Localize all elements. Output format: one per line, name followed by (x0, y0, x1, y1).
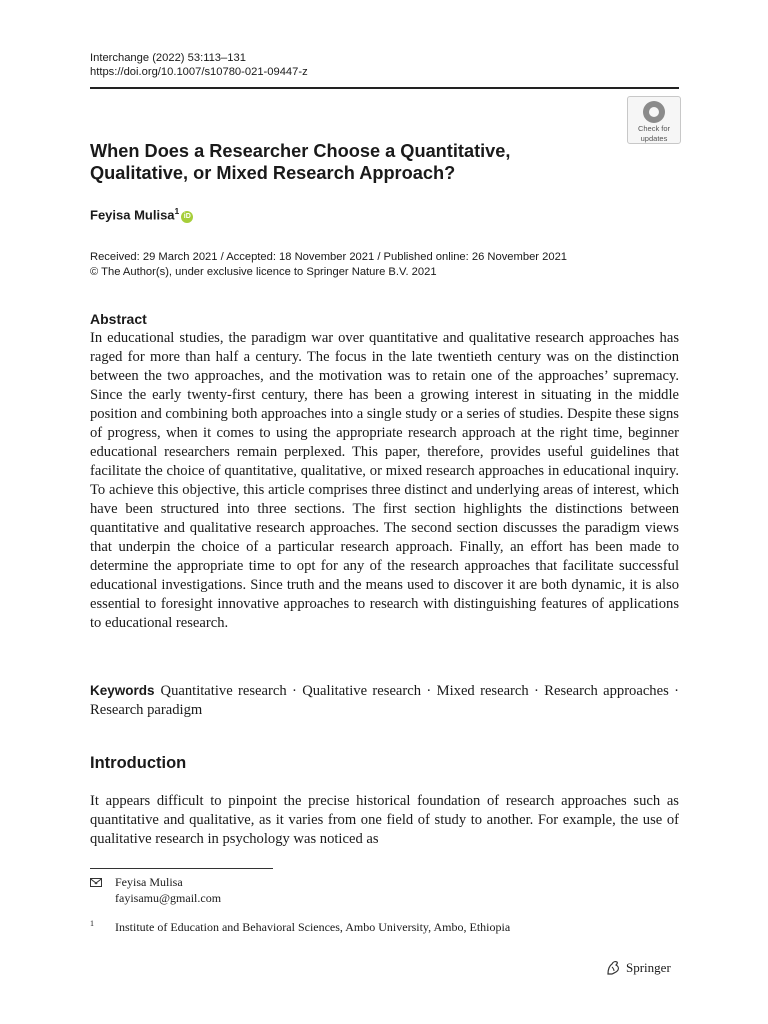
abstract-text: In educational studies, the paradigm war over quantitative and qualitative research approaches has raged for more than half a century. The focus in the late twentieth century was on the distinction between the two approaches, and the motivation was to retain one of the approaches’ supremacy. Since the early twenty-first century, there has been a growing interest in situating in the middle position and combining both approaches into a single study or a series of studies. Despite these signs of progress, when it comes to using the appropriate research approach at the right time, beginner educational researchers remain perplexed. This paper, therefore, provides useful guidelines that facilitate the choice of quantitative, qualitative, or mixed research approaches in educational inquiry. To achieve this objective, this article comprises three distinct and underlying areas of interest, which have been structured into three sections. The first section highlights the distinctions between quantitative and qualitative research approaches. The second section discusses the paradigm views that underpin the choice of a particular research approach. Finally, an effort has been made to determine the appropriate time to opt for any of the research approaches that facilitate successful educational investigations. Since truth and the means used to discover it are both dynamic, it is also essential to foresight innovative approaches to research with distinguishing features of applications to educational research. (90, 330, 679, 631)
envelope-icon (90, 878, 102, 887)
author-line (90, 206, 193, 223)
contact-email[interactable]: fayisamu@gmail.com (115, 891, 222, 905)
affiliation-number: 1 (90, 919, 94, 928)
keywords-text: Quantitative research · Qualitative research · Mixed research · Research approaches · Research paradigm (90, 683, 679, 718)
article-dates (90, 250, 567, 279)
author-affil-sup: 1 (174, 206, 180, 216)
contact-name: Feyisa Mulisa (115, 875, 183, 889)
introduction-text: It appears difficult to pinpoint the precise historical foundation of research approaches such as quantitative and qualitative, as it varies from one field of study to another. For example, the use of qualitative research in psychology was noticed as (90, 793, 679, 847)
author-name[interactable]: Feyisa Mulisa (90, 207, 175, 223)
orcid-icon[interactable]: iD (181, 211, 193, 223)
article-title (90, 140, 610, 184)
copyright-line: © The Author(s), under exclusive licence to Springer Nature B.V. 2021 (90, 265, 437, 278)
footnote-rule (90, 868, 273, 869)
keywords-label: Keywords (90, 683, 155, 698)
received-dates: Received: 29 March 2021 / Accepted: 18 November 2021 / Published online: 26 November 2021 (90, 251, 568, 263)
check-updates-icon (643, 101, 665, 123)
affiliation-text: Institute of Education and Behavioral Sciences, Ambo University, Ambo, Ethiopia (115, 920, 511, 934)
journal-citation: Interchange (2022) 53:113–131 (90, 52, 246, 64)
introduction-heading: Introduction (90, 754, 187, 772)
springer-wordmark: Springer (626, 960, 671, 975)
title-line1: When Does a Researcher Choose a Quantitative, (90, 141, 511, 161)
header-rule (90, 87, 679, 89)
keywords-block (90, 681, 679, 720)
doi-link[interactable]: https://doi.org/10.1007/s10780-021-09447-z (90, 66, 308, 78)
check-for-updates-badge[interactable] (627, 96, 681, 144)
abstract-heading: Abstract (90, 311, 147, 327)
badge-line2: updates (640, 134, 668, 143)
journal-header (90, 51, 308, 79)
title-line2: Qualitative, or Mixed Research Approach? (90, 163, 456, 183)
springer-horse-icon (604, 959, 622, 977)
badge-line1: Check for (637, 124, 671, 133)
